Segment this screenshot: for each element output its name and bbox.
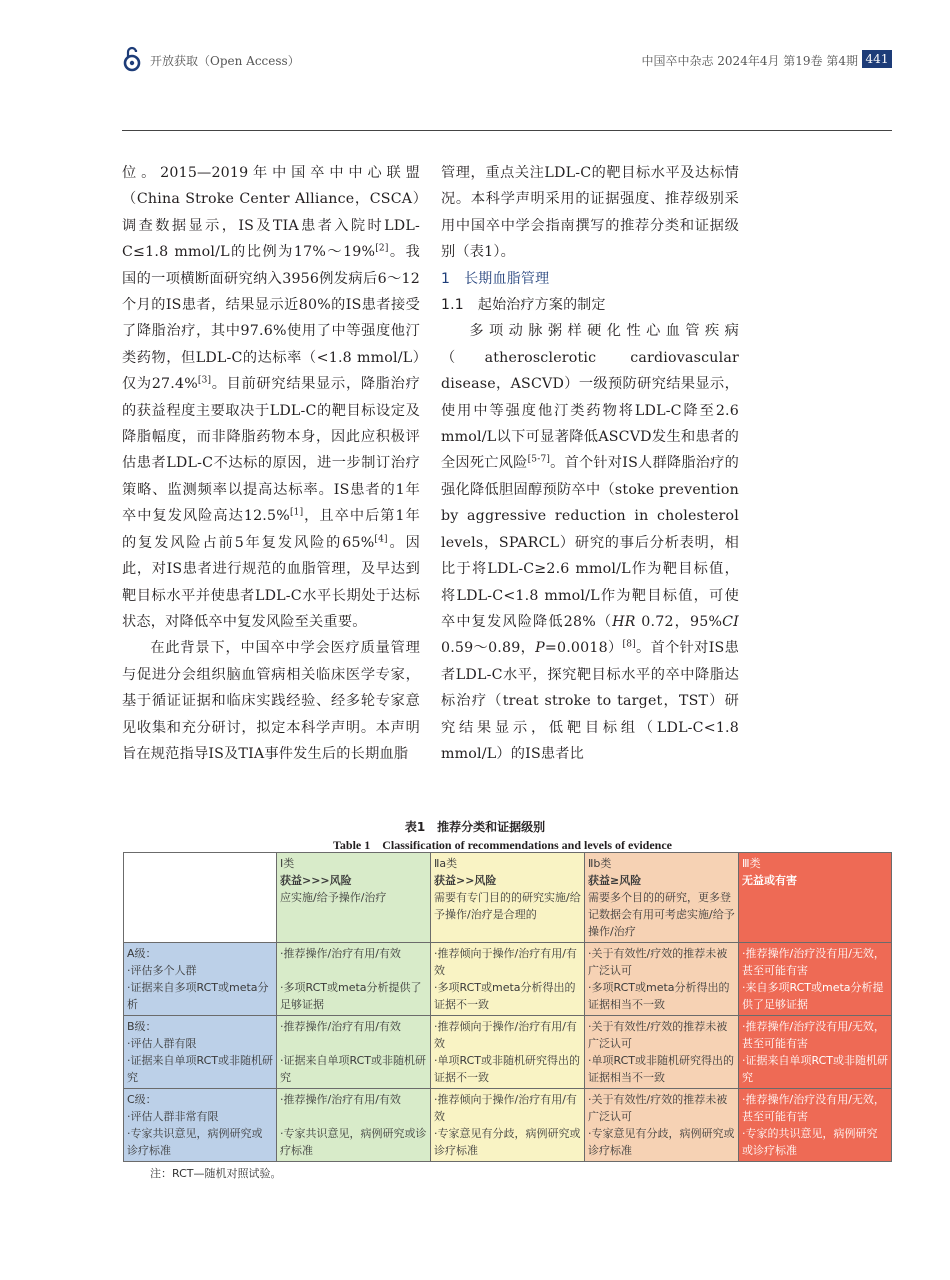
left-paragraph-1: 位。2015—2019年中国卒中中心联盟（China Stroke Center Alliance，CSCA）调查数据显示，IS及TIA患者入院时LDL-C≤1.8 mmol/L的比例为17%～19%[2]。我国的一项横断面研究纳入3956例发病后6～12个月的IS患者，结果显示近80%的IS患者接受了降脂治疗，其中97.6%使用了中等强度他汀类药物，但LDL-C的达标率（<1.8 mmol/L）仅为27.4%[3]。目前研究结果显示，降脂治疗的获益程度主要取决于LDL-C的靶目标设定及降脂幅度，而非降脂药物本身，因此应积极评估患者LDL-C不达标的原因，进一步制订治疗策略、监测频率以提高达标率。IS患者的1年卒中复发风险高达12.5%[1]，且卒中后第1年的复发风险占前5年复发风险的65%[4]。因此，对IS患者进行规范的血脂管理，及早达到靶目标水平并使患者LDL-C水平长期处于达标状态，对降低卒中复发风险至关重要。 [122,165,421,630]
left-paragraph-2: 在此背景下，中国卒中学会医疗质量管理与促进分会组织脑血管病相关临床医学专家，基于循证证据和临床实践经验、经多轮专家意见收集和充分研讨，拟定本科学声明。本声明旨在规范指导IS及TIA事件发生后的长期血脂 [122,640,420,762]
class-3-header: Ⅲ类 无益或有害 [739,853,892,943]
journal-info: 中国卒中杂志 2024年4月 第19卷 第4期 [641,54,858,68]
citation[interactable]: [5-7] [527,454,551,465]
table-caption-en: Table 1 Classification of recommendations and levels of evidence [333,838,672,852]
table-cell: ·推荐倾向于操作/治疗有用/有效 ·专家意见有分歧，病例研究或诊疗标准 [431,1089,585,1162]
table-cell: ·推荐操作/治疗没有用/无效，甚至可能有害 ·证据来自单项RCT或非随机研究 [739,1016,892,1089]
level-b-cell: B级： ·评估人群有限 ·证据来自单项RCT或非随机研究 [124,1016,277,1089]
level-c-cell: C级： ·评估人群非常有限 ·专家共识意见，病例研究或诊疗标准 [124,1089,277,1162]
table-cell: ·推荐倾向于操作/治疗有用/有效 ·单项RCT或非随机研究得出的证据不一致 [431,1016,585,1089]
table-footnote: 注：RCT—随机对照试验。 [150,1167,282,1180]
citation[interactable]: [4] [374,533,388,544]
table-cell: ·关于有效性/疗效的推荐未被广泛认可 ·专家意见有分歧，病例研究或诊疗标准 [585,1089,739,1162]
page-header [122,46,892,76]
table-cell: ·关于有效性/疗效的推荐未被广泛认可 ·单项RCT或非随机研究得出的证据相当不一致 [585,1016,739,1089]
table-cell: ·推荐操作/治疗没有用/无效，甚至可能有害 ·来自多项RCT或meta分析提供了足够证据 [739,943,892,1016]
table-row [124,943,892,1016]
table-corner-cell [124,853,277,943]
class-2a-header: Ⅱa类 获益>>风险 需要有专门目的的研究实施/给予操作/治疗是合理的 [431,853,585,943]
class-2b-header: Ⅱb类 获益≥风险 需要多个目的的研究，更多登记数据会有用可考虑实施/给予操作/治疗 [585,853,739,943]
right-paragraph-1: 管理，重点关注LDL-C的靶目标水平及达标情况。本科学声明采用的证据强度、推荐级别采用中国卒中学会指南撰写的推荐分类和证据级别（表1）。 [441,165,739,261]
table-cell: ·推荐操作/治疗有用/有效 ·证据来自单项RCT或非随机研究 [277,1016,431,1089]
open-access-label: 开放获取（Open Access） [150,54,300,68]
page-number: 441 [862,50,892,68]
header-divider [122,130,892,131]
open-access-icon [122,46,142,72]
table-caption-cn: 表1 推荐分类和证据级别 [404,820,546,834]
citation[interactable]: [2] [375,243,389,254]
section-heading: 1 长期血脂管理 [441,270,550,287]
recommendation-table [123,852,892,1162]
level-a-cell: A级： ·评估多个人群 ·证据来自多项RCT或meta分析 [124,943,277,1016]
citation[interactable]: [3] [197,375,212,386]
left-column [122,160,420,767]
table-row [124,1089,892,1162]
table-cell: ·关于有效性/疗效的推荐未被广泛认可 ·多项RCT或meta分析得出的证据相当不一致 [585,943,739,1016]
citation[interactable]: [1] [289,507,304,518]
citation[interactable]: [8] [622,639,636,650]
subsection-heading: 1.1 起始治疗方案的制定 [441,297,606,314]
class-1-header: Ⅰ类 获益>>>风险 应实施/给予操作/治疗 [277,853,431,943]
table-row [124,1016,892,1089]
right-paragraph-2: 多项动脉粥样硬化性心血管疾病（atherosclerotic cardiovascular disease，ASCVD）一级预防研究结果显示，使用中等强度他汀类药物将LDL-C降至2.6 mmol/L以下可显著降低ASCVD发生和患者的全因死亡风险[5-7]。首个针对IS人群降脂治疗的强化降低胆固醇预防卒中（stoke prevention by aggressive reduction in cholesterol levels，SPARCL）研究的事后分析表明，相比于将LDL-C≥2.6 mmol/L作为靶目标值，将LDL-C<1.8 mmol/L作为靶目标值，可使卒中复发风险降低28%（HR 0.72，95%CI 0.59～0.89，P=0.0018）[8]。首个针对IS患者LDL-C水平，探究靶目标水平的卒中降脂达标治疗（treat stroke to target，TST）研究结果显示，低靶目标组（LDL-C<1.8 mmol/L）的IS患者比 [441,323,740,762]
table-cell: ·推荐倾向于操作/治疗有用/有效 ·多项RCT或meta分析得出的证据不一致 [431,943,585,1016]
right-column [441,160,739,767]
table-header-row [124,853,892,943]
table-cell: ·推荐操作/治疗没有用/无效，甚至可能有害 ·专家的共识意见，病例研究或诊疗标准 [739,1089,892,1162]
table-cell: ·推荐操作/治疗有用/有效 ·专家共识意见，病例研究或诊疗标准 [277,1089,431,1162]
table-cell: ·推荐操作/治疗有用/有效 ·多项RCT或meta分析提供了足够证据 [277,943,431,1016]
